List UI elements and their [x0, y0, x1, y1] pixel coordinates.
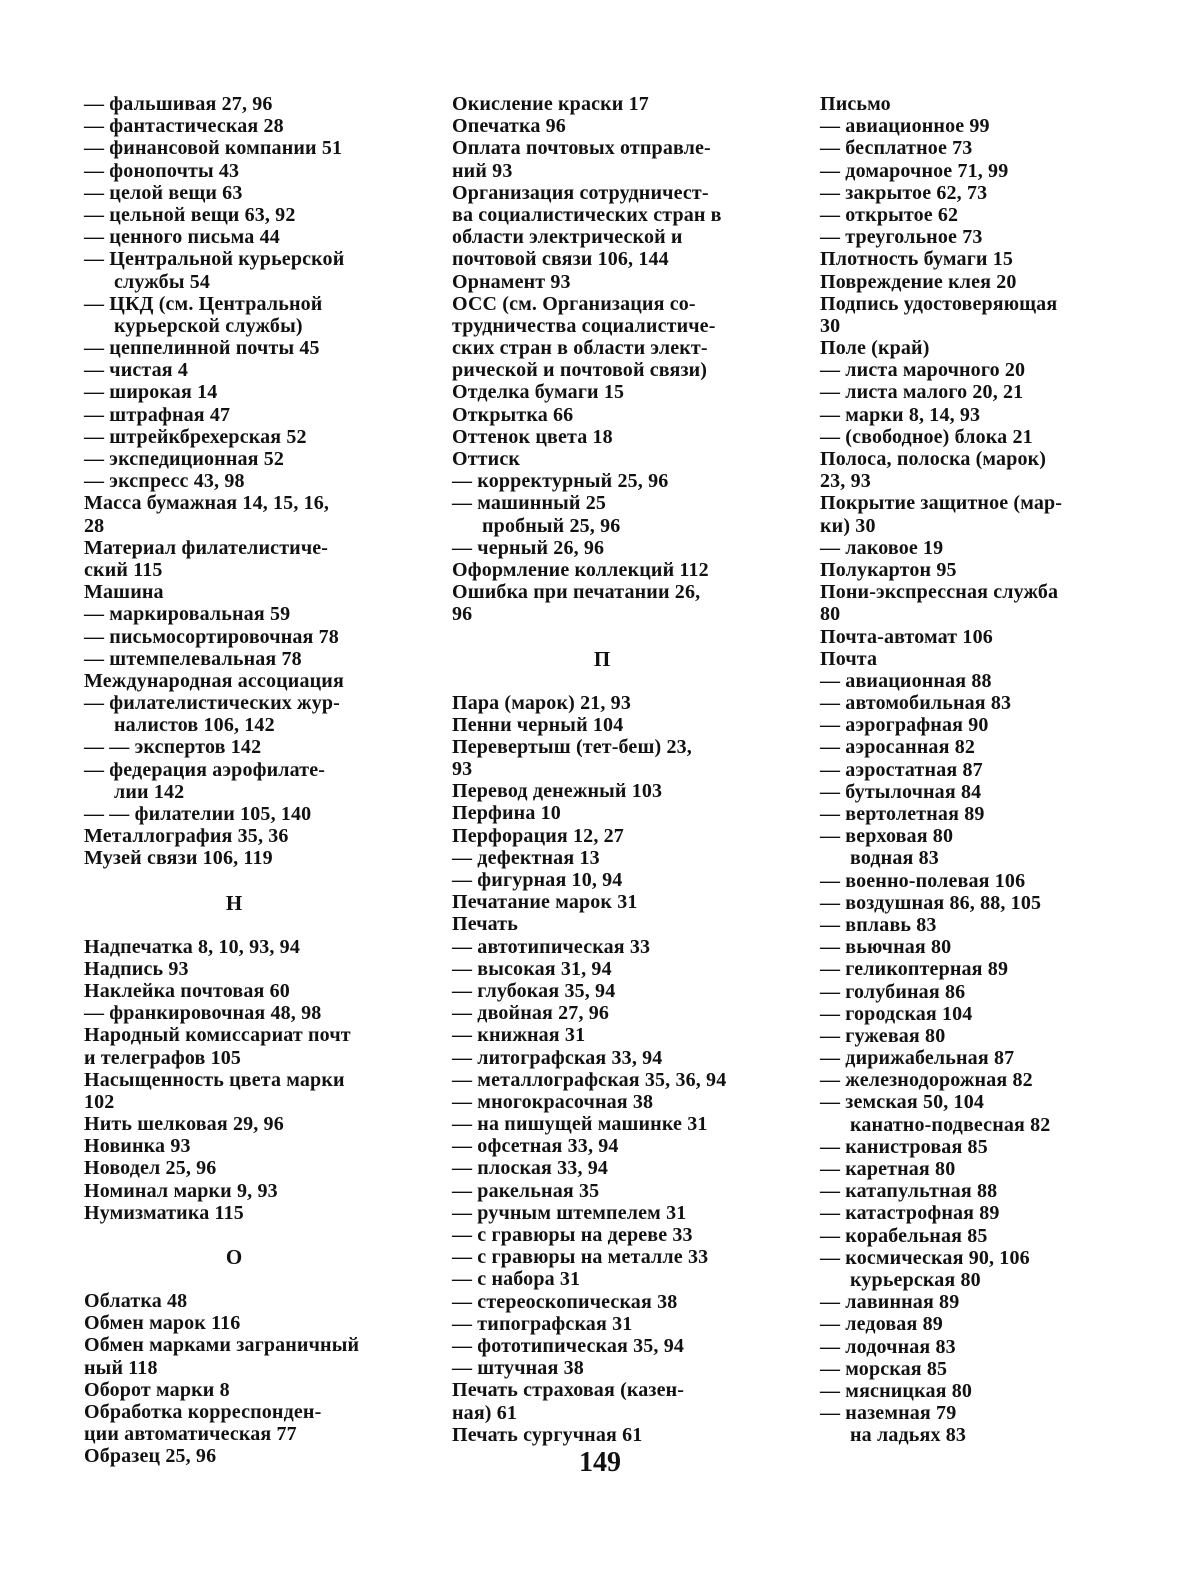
index-entry: — плоская 33, 94	[452, 1157, 609, 1180]
index-entry: Машина	[84, 581, 164, 604]
index-entry: Печать страховая (казен-	[452, 1379, 685, 1402]
index-entry: — канистровая 85	[820, 1135, 988, 1158]
index-entry: — военно-полевая 106	[820, 869, 1026, 892]
index-entry: — авиационная 88	[820, 669, 992, 692]
index-entry: — домарочное 71, 99	[820, 159, 1009, 182]
index-entry: — штучная 38	[452, 1357, 584, 1380]
index-entry: — чистая 4	[84, 359, 189, 382]
index-entry: Орнамент 93	[452, 270, 571, 293]
index-entry: — закрытое 62, 73	[820, 181, 988, 204]
index-entry: — штемпелевальная 78	[84, 647, 302, 670]
index-entry: области электрической и	[452, 226, 683, 249]
index-entry: Металлография 35, 36	[84, 825, 289, 848]
index-entry: — корабельная 85	[820, 1224, 988, 1247]
index-entry: — с гравюры на дереве 33	[452, 1224, 693, 1246]
index-entry: Оттенок цвета 18	[452, 425, 613, 448]
index-entry: — финансовой компании 51	[84, 137, 343, 160]
index-entry: — аэрографная 90	[820, 714, 989, 737]
index-entry: — с набора 31	[452, 1268, 581, 1291]
index-entry: Надпись 93	[84, 957, 189, 980]
index-entry: — маркировальная 59	[84, 603, 291, 626]
index-entry: рической и почтовой связи)	[452, 359, 708, 382]
index-entry: — лаковое 19	[820, 536, 944, 559]
index-entry: Перфина 10	[452, 802, 561, 825]
index-entry: Новодел 25, 96	[84, 1157, 217, 1180]
index-entry: Письмо	[820, 93, 891, 115]
index-entry: — фальшивая 27, 96	[84, 93, 273, 115]
index-entry: Номинал марки 9, 93	[84, 1179, 278, 1202]
index-entry: — письмосортировочная 78	[84, 625, 339, 648]
index-entry: — вертолетная 89	[820, 803, 985, 825]
index-entry: канатно-подвесная 82	[850, 1113, 1051, 1136]
index-entry: — двойная 27, 96	[452, 1002, 610, 1025]
index-entry: — фигурная 10, 94	[452, 869, 623, 891]
index-entry: — морская 85	[820, 1357, 948, 1380]
index-entry: Печать	[452, 913, 518, 936]
index-entry: — экспедиционная 52	[84, 448, 285, 470]
index-entry: Покрытие защитное (мар-	[820, 492, 1063, 515]
index-entry: Наклейка почтовая 60	[84, 979, 290, 1002]
index-entry: — широкая 14	[84, 381, 218, 404]
index-entry: — катастрофная 89	[820, 1202, 1000, 1225]
index-entry: — авиационное 99	[820, 115, 990, 138]
index-entry: — фототипическая 35, 94	[452, 1334, 685, 1357]
index-entry: Печать сургучная 61	[452, 1423, 643, 1446]
index-entry: ный 118	[84, 1356, 158, 1379]
index-entry: трудничества социалистиче-	[452, 314, 716, 337]
index-entry: — франкировочная 48, 98	[84, 1002, 322, 1025]
index-entry: Оплата почтовых отправле-	[452, 137, 711, 160]
index-entry: 23, 93	[820, 470, 871, 493]
index-entry: — лодочная 83	[820, 1335, 956, 1358]
index-entry: — наземная 79	[820, 1402, 957, 1425]
index-entry: — экспресс 43, 98	[84, 470, 245, 493]
index-entry: — лавинная 89	[820, 1291, 960, 1314]
index-entry: — типографская 31	[452, 1312, 633, 1335]
index-entry: — воздушная 86, 88, 105	[820, 891, 1042, 914]
index-entry: Оформление коллекций 112	[452, 558, 709, 581]
index-entry: водная 83	[850, 847, 939, 870]
index-entry: — ценного письма 44	[84, 226, 280, 249]
index-entry: — городская 104	[820, 1002, 973, 1025]
index-entry: — литографская 33, 94	[452, 1046, 663, 1069]
index-entry: — на пишущей машинке 31	[452, 1113, 708, 1136]
index-entry: — каретная 80	[820, 1158, 956, 1180]
index-entry: службы 54	[114, 270, 211, 293]
index-entry: лии 142	[114, 780, 185, 803]
index-entry: — бутылочная 84	[820, 780, 982, 803]
index-entry: 28	[84, 514, 105, 537]
index-entry: — штрейкбрехерская 52	[84, 425, 307, 448]
index-entry: — ледовая 89	[820, 1313, 943, 1336]
index-entry: 93	[452, 758, 473, 781]
index-entry: пробный 25, 96	[482, 514, 621, 537]
index-entry: — вплавь 83	[820, 913, 937, 936]
index-entry: Открытка 66	[452, 403, 574, 426]
index-entry: — офсетная 33, 94	[452, 1135, 619, 1158]
index-entry: Опечатка 96	[452, 115, 566, 138]
index-entry: Полоса, полоска (марок)	[820, 448, 1047, 470]
index-entry: Плотность бумаги 15	[820, 248, 1014, 271]
page-number: 149	[579, 1447, 621, 1478]
index-entry: 102	[84, 1090, 115, 1113]
index-entry: Надпечатка 8, 10, 93, 94	[84, 935, 300, 958]
index-entry: — федерация аэрофилате-	[84, 758, 326, 781]
index-entry: Оттиск	[452, 448, 521, 470]
index-entry: Печатание марок 31	[452, 891, 638, 914]
index-entry: — аэросанная 82	[820, 736, 976, 759]
index-entry: — аэростатная 87	[820, 758, 983, 781]
index-entry: — катапультная 88	[820, 1180, 998, 1203]
index-entry: — геликоптерная 89	[820, 958, 1009, 981]
index-entry: Обработка корреспонден-	[84, 1400, 322, 1423]
index-entry: — стереоскопическая 38	[452, 1290, 678, 1313]
index-entry: Обмен марками заграничный	[84, 1334, 360, 1357]
index-entry: 30	[820, 314, 841, 337]
index-entry: — фантастическая 28	[84, 115, 284, 138]
index-column-1	[84, 93, 384, 1468]
index-entry: ОСС (см. Организация со-	[452, 292, 696, 315]
index-entry: Материал филателистиче-	[84, 536, 329, 559]
index-entry: — треугольное 73	[820, 226, 983, 249]
index-entry: Окисление краски 17	[452, 93, 649, 115]
index-entry: Поле (край)	[820, 337, 930, 360]
index-entry: на ладьях 83	[850, 1424, 967, 1447]
index-entry: ции автоматическая 77	[84, 1423, 297, 1446]
index-entry: ских стран в области элект-	[452, 337, 708, 360]
index-entry: — цеппелинной почты 45	[84, 337, 320, 360]
index-entry: Почта-автомат 106	[820, 625, 993, 648]
index-entry: 96	[452, 603, 473, 626]
index-entry: Повреждение клея 20	[820, 270, 1017, 293]
index-entry: — железнодорожная 82	[820, 1069, 1033, 1092]
index-column-2	[452, 93, 752, 1446]
index-entry: — черный 26, 96	[452, 536, 605, 559]
index-entry: Полукартон 95	[820, 558, 957, 581]
index-entry: Нить шелковая 29, 96	[84, 1113, 284, 1136]
index-entry: Образец 25, 96	[84, 1445, 217, 1468]
index-entry: — ЦКД (см. Центральной	[84, 292, 323, 315]
index-entry: — штрафная 47	[84, 403, 231, 426]
index-entry: — — филателии 105, 140	[84, 803, 312, 825]
index-entry: — ручным штемпелем 31	[452, 1201, 687, 1224]
index-entry: — цельной вещи 63, 92	[84, 203, 296, 226]
index-entry: — вьючная 80	[820, 936, 952, 959]
index-entry: — (свободное) блока 21	[820, 425, 1033, 448]
index-entry: Облатка 48	[84, 1290, 188, 1312]
index-entry: 80	[820, 603, 841, 626]
index-entry: Пенни черный 104	[452, 713, 624, 736]
index-entry: курьерской службы)	[114, 314, 303, 337]
index-entry: почтовой связи 106, 144	[452, 248, 669, 271]
index-entry: — глубокая 35, 94	[452, 979, 616, 1002]
index-entry: Подпись удостоверяющая	[820, 292, 1058, 315]
index-entry: Ошибка при печатании 26,	[452, 581, 701, 604]
index-entry: — корректурный 25, 96	[452, 470, 669, 493]
index-entry: Оборот марки 8	[84, 1378, 230, 1401]
index-entry: — дефектная 13	[452, 846, 600, 869]
index-entry: Музей связи 106, 119	[84, 847, 273, 870]
index-entry: — книжная 31	[452, 1024, 586, 1047]
index-entry: налистов 106, 142	[114, 714, 275, 737]
index-entry: — фонопочты 43	[84, 159, 240, 182]
index-entry: Перфорация 12, 27	[452, 824, 624, 847]
index-entry: — мясницкая 80	[820, 1379, 973, 1402]
index-entry: — листа марочного 20	[820, 359, 1026, 382]
index-entry: — с гравюры на металле 33	[452, 1246, 709, 1269]
index-entry: — дирижабельная 87	[820, 1047, 1015, 1070]
index-entry: Насыщенность цвета марки	[84, 1068, 345, 1091]
index-entry: Новинка 93	[84, 1135, 191, 1158]
index-entry: Почта	[820, 647, 878, 670]
index-entry: Пара (марок) 21, 93	[452, 691, 631, 714]
index-entry: и телеграфов 105	[84, 1046, 242, 1069]
index-entry: — верховая 80	[820, 825, 954, 848]
index-entry: Масса бумажная 14, 15, 16,	[84, 492, 330, 515]
index-letter-heading: О	[225, 1245, 243, 1269]
index-entry: — филателистических жур-	[84, 692, 340, 715]
index-entry: — марки 8, 14, 93	[820, 403, 981, 426]
index-entry: — космическая 90, 106	[820, 1246, 1030, 1269]
index-entry: — бесплатное 73	[820, 137, 973, 160]
index-entry: ва социалистических стран в	[452, 203, 722, 226]
index-entry: — Центральной курьерской	[84, 248, 345, 271]
index-entry: Народный комиссариат почт	[84, 1024, 351, 1047]
index-entry: Отделка бумаги 15	[452, 381, 625, 404]
index-entry: Организация сотрудничест-	[452, 181, 709, 204]
index-entry: ний 93	[452, 159, 513, 182]
index-entry: — машинный 25	[452, 492, 607, 515]
index-entry: ки) 30	[820, 514, 876, 537]
index-entry: курьерская 80	[850, 1268, 981, 1291]
index-letter-heading: Н	[225, 890, 243, 915]
index-letter-heading: П	[593, 646, 611, 671]
index-entry: — многокрасочная 38	[452, 1090, 654, 1113]
index-entry: — металлографская 35, 36, 94	[452, 1068, 727, 1091]
index-entry: — листа малого 20, 21	[820, 381, 1024, 404]
index-entry: Нумизматика 115	[84, 1201, 244, 1224]
index-entry: — ракельная 35	[452, 1179, 600, 1202]
index-entry: ский 115	[84, 558, 163, 581]
index-entry: — голубиная 86	[820, 980, 966, 1003]
index-entry: — открытое 62	[820, 203, 959, 226]
index-entry: — высокая 31, 94	[452, 957, 612, 980]
index-entry: Перевертыш (тет-беш) 23,	[452, 735, 692, 758]
index-entry: Пони-экспрессная служба	[820, 581, 1059, 604]
index-entry: — — экспертов 142	[84, 736, 262, 759]
index-entry: — гужевая 80	[820, 1024, 946, 1047]
index-entry: — автомобильная 83	[820, 692, 1012, 715]
index-entry: — целой вещи 63	[84, 181, 243, 204]
index-entry: Обмен марок 116	[84, 1312, 241, 1335]
index-entry: Международная ассоциация	[84, 669, 344, 692]
index-entry: ная) 61	[452, 1401, 518, 1424]
index-entry: — земская 50, 104	[820, 1091, 985, 1114]
index-entry: — автотипическая 33	[452, 935, 651, 958]
index-column-3	[820, 93, 1120, 1446]
index-entry: Перевод денежный 103	[452, 780, 663, 803]
